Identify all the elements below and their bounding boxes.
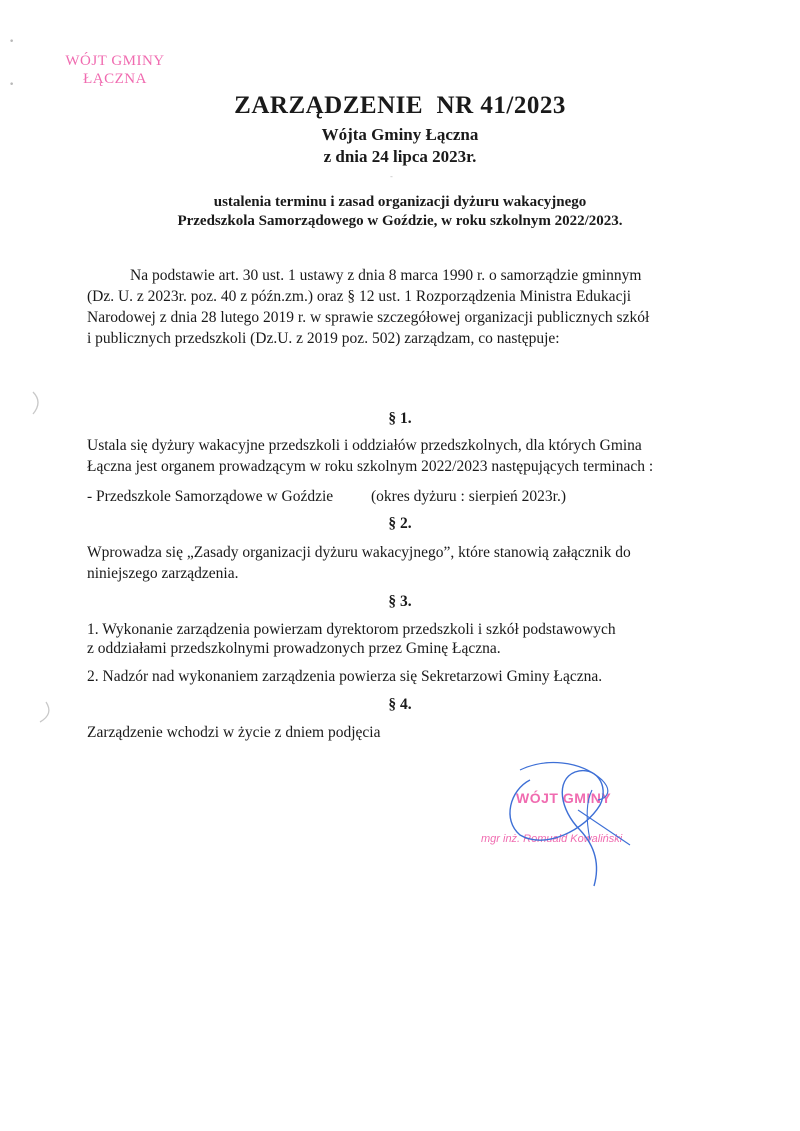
preamble-line-1: Na podstawie art. 30 ust. 1 ustawy z dnia 8 marca 1990 r. o samorządzie gminnym: [130, 267, 642, 284]
section-1-mark: § 1.: [388, 410, 412, 427]
section-1-line-1: Ustala się dyżury wakacyjne przedszkoli i oddziałów przedszkolnych, dla których Gmina: [87, 437, 642, 454]
section-1-item-period: (okres dyżuru : sierpień 2023r.): [371, 488, 566, 505]
signature-name-stamp: mgr inż. Romuald Kowaliński: [481, 833, 623, 845]
stamp-line-2: ŁĄCZNA: [83, 71, 147, 87]
section-1-item-name: - Przedszkole Samorządowe w Goździe: [87, 488, 334, 505]
section-1-line-2: Łączna jest organem prowadzącym w roku szkolnym 2022/2023 następujących terminach :: [87, 458, 654, 475]
preamble-line-2: (Dz. U. z 2023r. poz. 40 z późn.zm.) oraz § 12 ust. 1 Rozporządzenia Ministra Edukacji: [87, 288, 632, 305]
section-3-mark: § 3.: [388, 593, 412, 610]
section-4-mark: § 4.: [388, 696, 412, 713]
scan-dot: •: [9, 80, 15, 90]
section-3-point-2: 2. Nadzór nad wykonaniem zarządzenia powierza się Sekretarzowi Gminy Łączna.: [87, 668, 603, 685]
section-3-point-1-line-2: z oddziałami przedszkolnymi prowadzonych przez Gminę Łączna.: [87, 640, 501, 657]
handwritten-signature: [490, 750, 640, 890]
section-4-line-1: Zarządzenie wchodzi w życie z dniem podjęcia: [87, 724, 381, 741]
section-2-mark: § 2.: [388, 515, 412, 532]
scan-dot: •: [9, 37, 15, 47]
subject-line-1: ustalenia terminu i zasad organizacji dyżuru wakacyjnego: [213, 194, 587, 210]
document-date: z dnia 24 lipca 2023r.: [323, 147, 477, 166]
stamp-line-1: WÓJT GMINY: [65, 53, 165, 69]
section-2-line-1: Wprowadza się „Zasady organizacji dyżuru wakacyjnego”, które stanowią załącznik do: [87, 544, 631, 561]
preamble-line-4: i publicznych przedszkoli (Dz.U. z 2019 poz. 502) zarządzam, co następuje:: [87, 330, 560, 347]
section-2-line-2: niniejszego zarządzenia.: [87, 565, 239, 582]
signature-stamp-title: WÓJT GMINY: [516, 790, 612, 806]
subject-line-2: Przedszkola Samorządowego w Goździe, w roku szkolnym 2022/2023.: [177, 213, 623, 229]
office-stamp: [40, 52, 190, 88]
document-issuer: Wójta Gminy Łączna: [321, 125, 479, 144]
section-3-point-1-line-1: 1. Wykonanie zarządzenia powierzam dyrektorom przedszkoli i szkół podstawowych: [87, 621, 616, 638]
preamble-line-3: Narodowej z dnia 28 lutego 2019 r. w sprawie szczegółowej organizacji publicznych szkół: [87, 309, 650, 326]
small-dash-mark: -: [390, 172, 393, 181]
document-title: ZARZĄDZENIE NR 41/2023: [234, 92, 566, 119]
